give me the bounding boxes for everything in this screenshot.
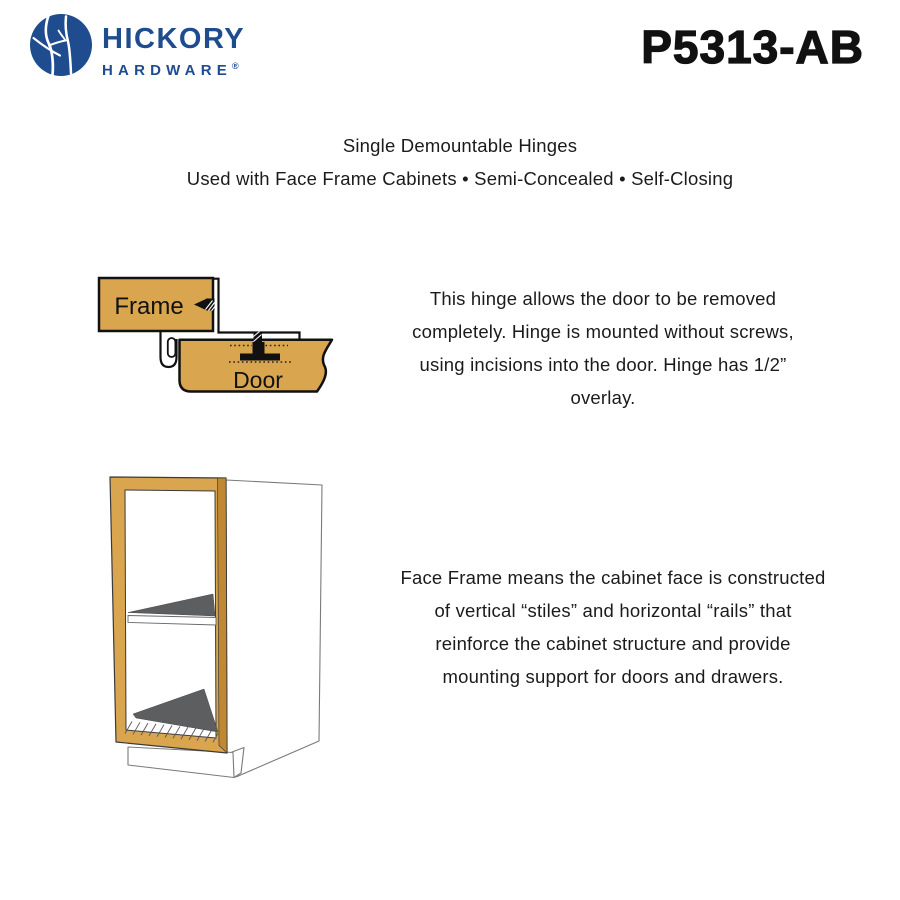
hinge-loop-slot — [168, 338, 176, 357]
face-frame-description-line-2: of vertical “stiles” and horizontal “rails” that — [434, 600, 792, 621]
face-frame-description-line-4: mounting support for doors and drawers. — [442, 666, 784, 687]
face-frame-edge-shade — [218, 478, 228, 753]
hinge-description-line-2: completely. Hinge is mounted without screws, — [412, 321, 794, 342]
hinge-description-line-1: This hinge allows the door to be removed — [429, 288, 777, 309]
hinge-cross-section-diagram — [95, 268, 340, 400]
hinge-description — [373, 282, 833, 414]
brand-wordmark — [102, 25, 245, 78]
door-label: Door — [233, 367, 283, 393]
subtitle-line-1: Single Demountable Hinges — [342, 135, 578, 156]
hinge-arm-outline — [213, 279, 300, 339]
subtitle-line-2: Used with Face Frame Cabinets • Semi-Concealed • Self-Closing — [186, 168, 734, 189]
face-frame-description — [383, 561, 843, 693]
face-frame-description-line-1: Face Frame means the cabinet face is constructed — [400, 567, 826, 588]
hinge-description-line-3: using incisions into the door. Hinge has 1/2” — [419, 354, 787, 375]
product-subtitle — [20, 129, 900, 195]
brand-subname: HARDWARE® — [102, 61, 239, 79]
brand-name: HICKORY — [102, 23, 246, 55]
hinge-description-line-4: overlay. — [570, 387, 636, 408]
face-frame-description-line-3: reinforce the cabinet structure and provide — [435, 633, 791, 654]
cabinet-side-panel — [226, 480, 322, 777]
hickory-tree-logo-icon — [30, 14, 92, 76]
product-code: P5313-AB — [641, 21, 864, 73]
face-frame-cabinet-diagram — [95, 455, 345, 790]
registered-mark: ® — [231, 61, 239, 71]
frame-label: Frame — [114, 293, 184, 320]
